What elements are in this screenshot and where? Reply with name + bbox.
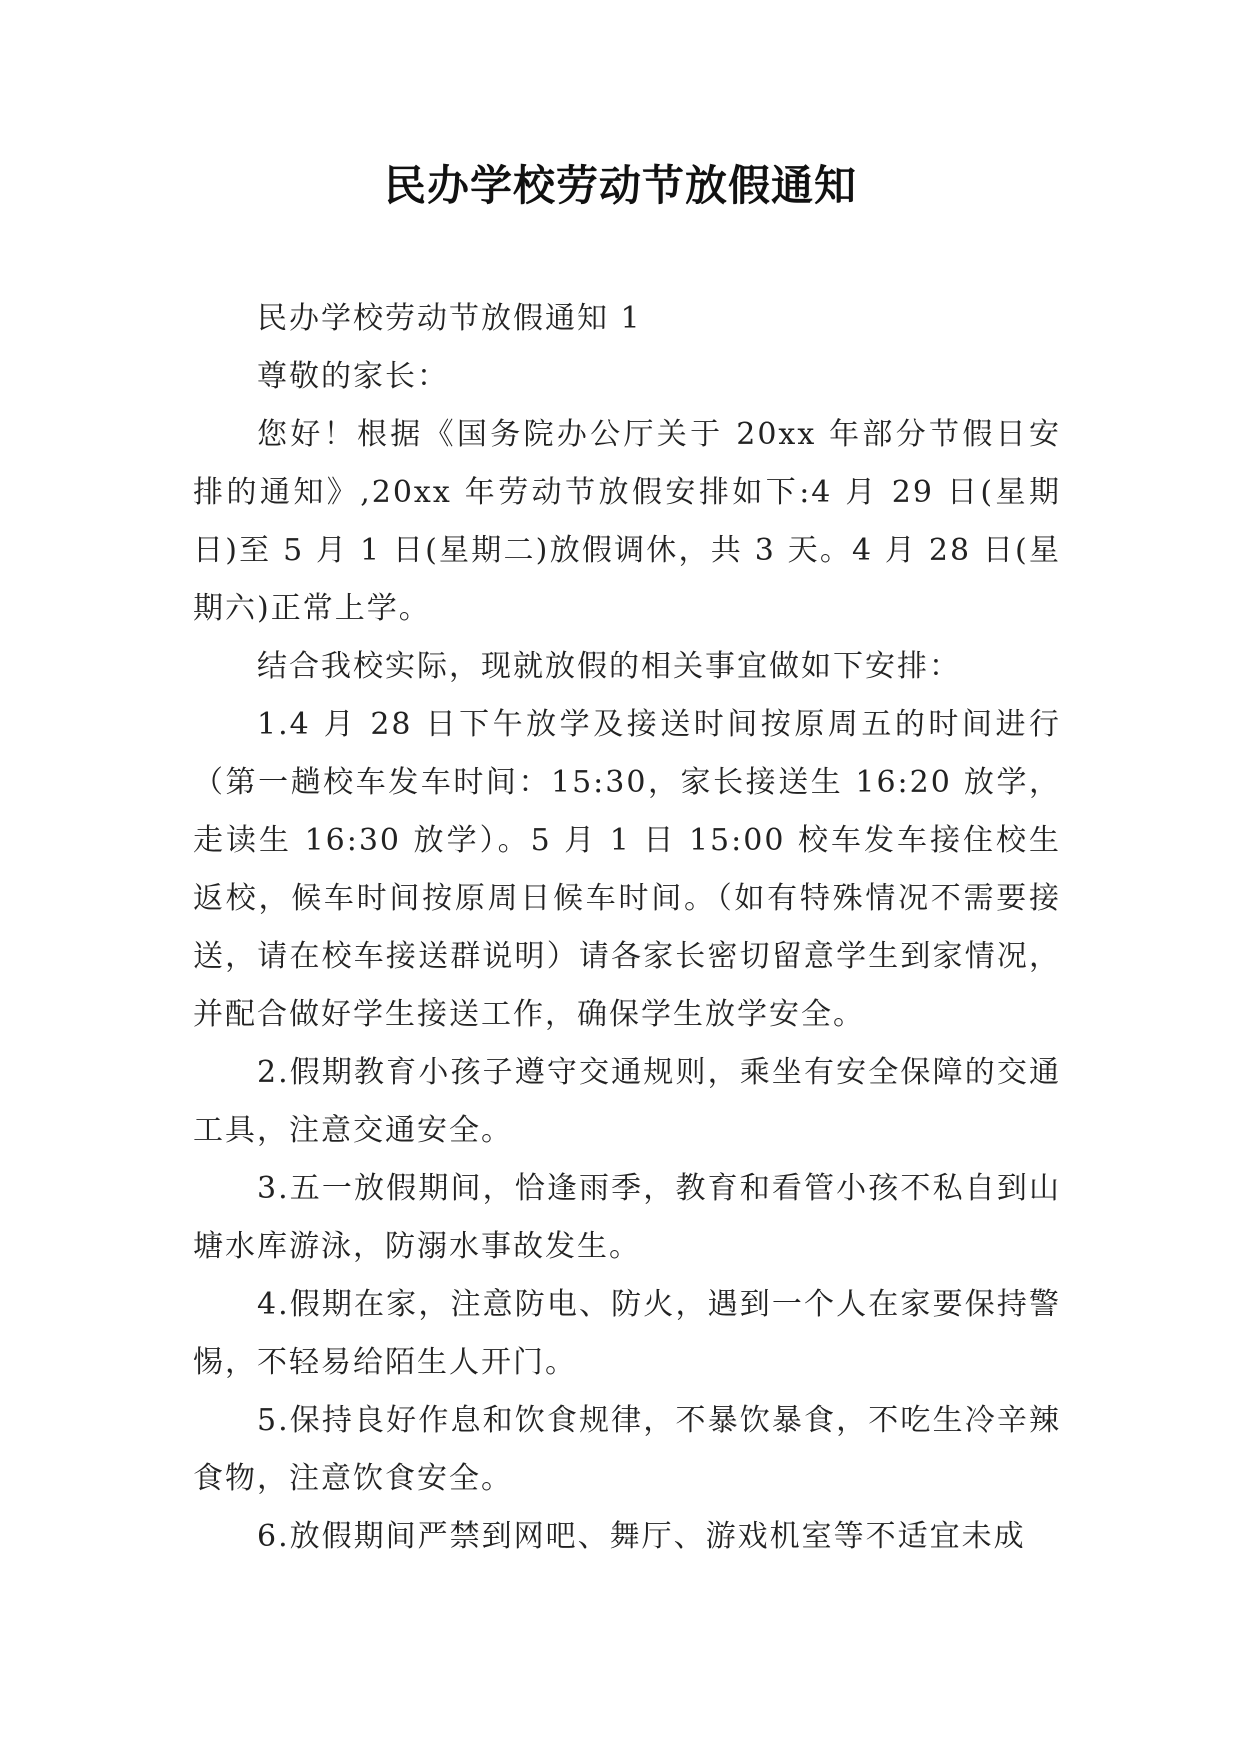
document-body bbox=[193, 290, 1061, 1566]
item-5-paragraph: 5.保持良好作息和饮食规律，不暴饮暴食，不吃生冷辛辣食物，注意饮食安全。 bbox=[193, 1403, 1061, 1496]
item-4-paragraph: 4.假期在家，注意防电、防火，遇到一个人在家要保持警惕，不轻易给陌生人开门。 bbox=[193, 1287, 1061, 1380]
salutation-paragraph: 尊敬的家长： bbox=[257, 359, 449, 394]
subtitle-paragraph: 民办学校劳动节放假通知 1 bbox=[257, 301, 642, 336]
intro-paragraph: 您好！根据《国务院办公厅关于 20xx 年部分节假日安排的通知》,20xx 年劳动节放假安排如下:4 月 29 日(星期日)至 5 月 1 日(星期二)放假调休，共 3 天。4 月 28 日(星期六)正常上学。 bbox=[193, 417, 1061, 626]
item-6-paragraph: 6.放假期间严禁到网吧、舞厅、游戏机室等不适宜未成 bbox=[257, 1519, 1026, 1554]
item-3-paragraph: 3.五一放假期间，恰逢雨季，教育和看管小孩不私自到山塘水库游泳，防溺水事故发生。 bbox=[193, 1171, 1061, 1264]
arrangement-intro-paragraph: 结合我校实际，现就放假的相关事宜做如下安排： bbox=[257, 649, 961, 684]
item-1-paragraph: 1.4 月 28 日下午放学及接送时间按原周五的时间进行（第一趟校车发车时间：15:30，家长接送生 16:20 放学，走读生 16:30 放学）。5 月 1 日 15:00 校车发车接住校生返校，候车时间按原周日候车时间。（如有特殊情况不需要接送，请在校车接送群说明）请各家长密切留意学生到家情况，并配合做好学生接送工作，确保学生放学安全。 bbox=[193, 707, 1061, 1032]
item-2-paragraph: 2.假期教育小孩子遵守交通规则，乘坐有安全保障的交通工具，注意交通安全。 bbox=[193, 1055, 1061, 1148]
document-title: 民办学校劳动节放假通知 bbox=[383, 161, 857, 210]
